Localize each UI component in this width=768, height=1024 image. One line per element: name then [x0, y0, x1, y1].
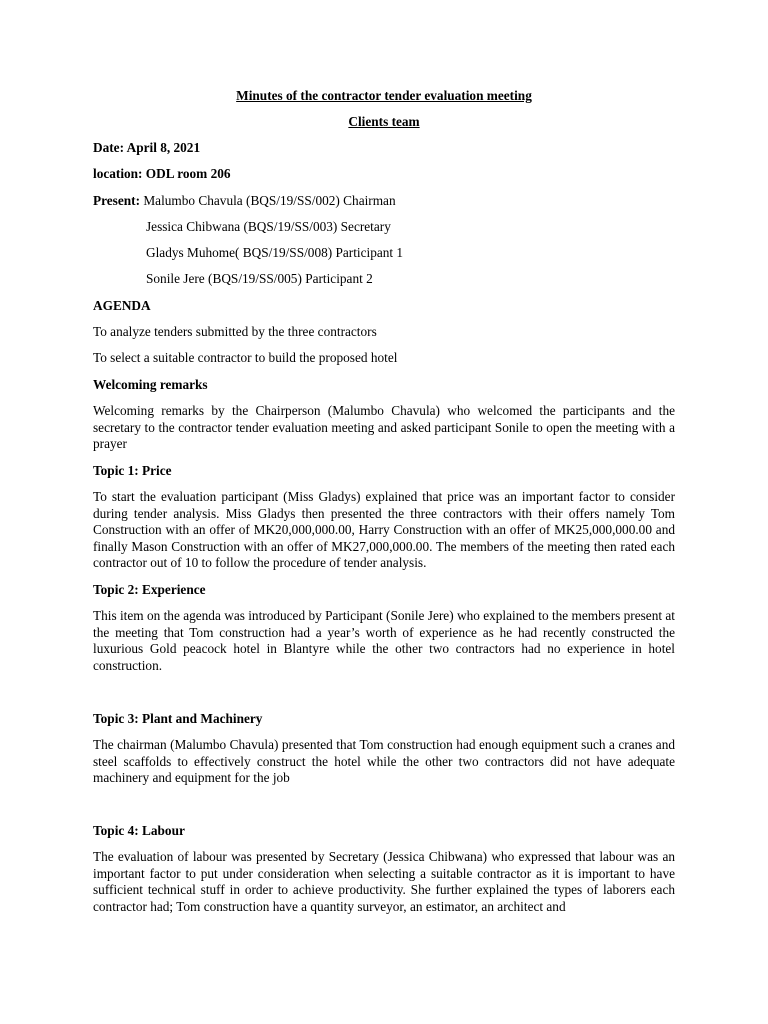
meeting-date: Date: April 8, 2021 [93, 140, 201, 155]
section-heading-welcoming: Welcoming remarks [93, 377, 208, 392]
section-heading-experience: Topic 2: Experience [93, 582, 206, 597]
agenda-item: To select a suitable contractor to build the proposed hotel [93, 350, 398, 365]
agenda-item: To analyze tenders submitted by the three contractors [93, 324, 377, 339]
section-heading-labour: Topic 4: Labour [93, 823, 185, 838]
attendee-secretary: Jessica Chibwana (BQS/19/SS/003) Secretary [146, 219, 391, 234]
section-body-labour: The evaluation of labour was presented by Secretary (Jessica Chibwana) who expressed that labour was an important factor to put under consideration when selecting a suitable contractor as it is important to have sufficient technical stuff in order to achieve productivity. She further explained the types of laborers each contractor had; Tom construction have a quantity surveyor, an estimator, an architect and [93, 849, 675, 914]
document-subtitle: Clients team [348, 114, 420, 129]
present-row [93, 193, 396, 210]
document-title: Minutes of the contractor tender evaluation meeting [236, 88, 532, 103]
meeting-location: location: ODL room 206 [93, 166, 231, 181]
section-heading-price: Topic 1: Price [93, 463, 172, 478]
section-body-experience: This item on the agenda was introduced by Participant (Sonile Jere) who explained to the members present at the meeting that Tom construction had a year’s worth of experience as he had recently constructed the luxurious Gold peacock hotel in Blantyre while the other two contractors had no experience in hotel construction. [93, 608, 675, 673]
section-heading-plant: Topic 3: Plant and Machinery [93, 711, 263, 726]
section-body-plant: The chairman (Malumbo Chavula) presented that Tom construction had enough equipment such a cranes and steel scaffolds to effectively construct the hotel while the other two contractors did not have adequate machinery and equipment for the job [93, 737, 675, 786]
agenda-heading: AGENDA [93, 298, 151, 313]
section-body-price: To start the evaluation participant (Miss Gladys) explained that price was an important factor to consider during tender analysis. Miss Gladys then presented the three contractors with their offers namely Tom Construction with an offer of MK20,000,000.00, Harry Construction with an offer of MK25,000,000.00 and finally Mason Construction with an offer of MK27,000,000.00. The members of the meeting then rated each contractor out of 10 to follow the procedure of tender analysis. [93, 489, 675, 571]
present-label: Present: [93, 193, 141, 208]
section-body-welcoming: Welcoming remarks by the Chairperson (Malumbo Chavula) who welcomed the participants and the secretary to the contractor tender evaluation meeting and asked participant Sonile to open the meeting with a prayer [93, 403, 675, 452]
attendee-chairman: Malumbo Chavula (BQS/19/SS/002) Chairman [143, 193, 396, 208]
attendee-participant-1: Gladys Muhome( BQS/19/SS/008) Participant 1 [146, 245, 404, 260]
attendee-participant-2: Sonile Jere (BQS/19/SS/005) Participant 2 [146, 271, 373, 286]
